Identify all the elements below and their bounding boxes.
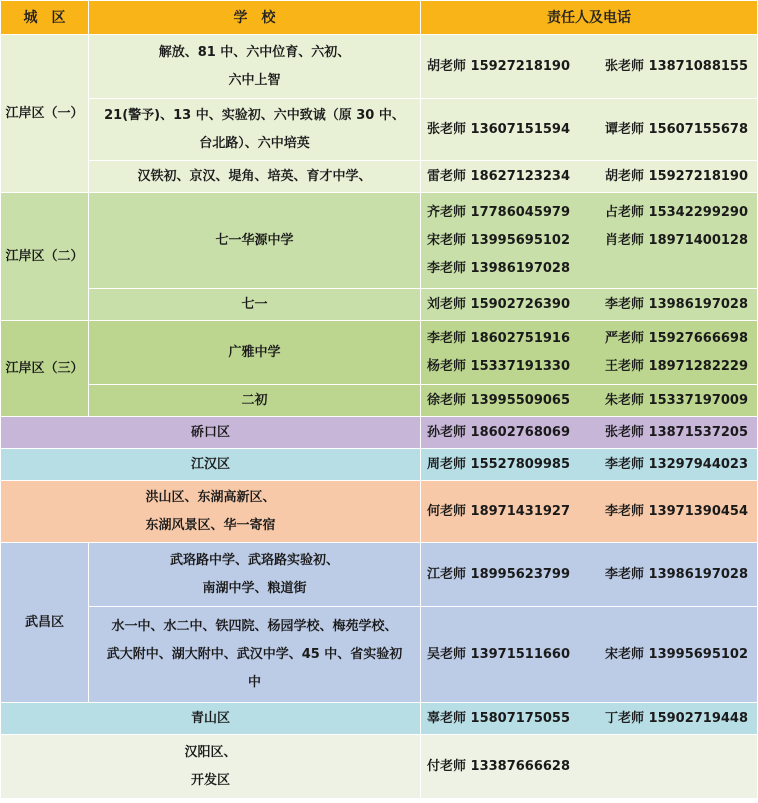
school-cell: 广雅中学 — [89, 321, 421, 385]
school-cell — [89, 607, 421, 703]
table-row — [1, 385, 758, 417]
school-line: 中 — [247, 674, 261, 690]
contact-line — [427, 163, 753, 191]
school-line: 21(警予)、13 中、实验初、六中致诚（原 30 中、 — [104, 107, 405, 123]
contact: 宋老师 13995695102 — [605, 646, 749, 662]
table-row — [1, 35, 758, 99]
contact-line — [427, 641, 753, 669]
contact: 谭老师 15607155678 — [605, 121, 749, 137]
contact-cell — [421, 193, 758, 289]
area-cell: 江岸区（一） — [1, 35, 89, 193]
header-row — [1, 1, 758, 35]
contact-cell — [421, 449, 758, 481]
contact-line — [427, 325, 753, 353]
contact-cell — [421, 321, 758, 385]
school-cell — [89, 99, 421, 161]
school-line: 台北路）、六中培英 — [199, 135, 310, 151]
school-cell — [89, 543, 421, 607]
contact: 宋老师 13995695102 — [427, 232, 571, 248]
contact: 辜老师 15807175055 — [427, 710, 571, 726]
area-line: 开发区 — [190, 772, 230, 788]
contact-line — [427, 705, 753, 733]
contact: 杨老师 15337191330 — [427, 358, 571, 374]
contact-line — [427, 199, 753, 227]
table-row — [1, 703, 758, 735]
contact-cell — [421, 417, 758, 449]
contact-cell — [421, 735, 758, 799]
contact: 吴老师 13971511660 — [427, 646, 571, 662]
contact: 齐老师 17786045979 — [427, 204, 571, 220]
area-cell — [1, 481, 421, 543]
contact-line — [427, 227, 753, 255]
header-school: 学 校 — [89, 1, 421, 35]
contact: 李老师 18602751916 — [427, 330, 571, 346]
contact: 李老师 13971390454 — [605, 503, 749, 519]
contact: 李老师 13986197028 — [427, 260, 571, 276]
table-row — [1, 289, 758, 321]
contact: 周老师 15527809985 — [427, 456, 571, 472]
school-cell: 二初 — [89, 385, 421, 417]
contact-cell — [421, 289, 758, 321]
school-line: 水一中、水二中、铁四院、杨园学校、梅苑学校、 — [111, 618, 398, 634]
table-row — [1, 449, 758, 481]
contact-line — [427, 291, 753, 319]
table-row — [1, 543, 758, 607]
contact-cell — [421, 703, 758, 735]
table-row — [1, 735, 758, 799]
school-cell: 七一 — [89, 289, 421, 321]
table-row — [1, 321, 758, 385]
contact-cell — [421, 99, 758, 161]
contact: 丁老师 15902719448 — [605, 710, 749, 726]
table-row — [1, 481, 758, 543]
contact: 孙老师 18602768069 — [427, 424, 571, 440]
contact: 徐老师 13995509065 — [427, 392, 571, 408]
contact-cell — [421, 35, 758, 99]
contact: 严老师 15927666698 — [605, 330, 749, 346]
contact: 李老师 13297944023 — [605, 456, 749, 472]
contact: 肖老师 18971400128 — [605, 232, 749, 248]
header-area: 城 区 — [1, 1, 89, 35]
contact-cell — [421, 161, 758, 193]
contact: 刘老师 15902726390 — [427, 296, 571, 312]
contact-line — [427, 53, 753, 81]
contact: 胡老师 15927218190 — [605, 168, 749, 184]
contact-line — [427, 419, 753, 447]
area-cell: 江岸区（三） — [1, 321, 89, 417]
contact-cell — [421, 543, 758, 607]
area-cell: 青山区 — [1, 703, 421, 735]
contact-cell — [421, 385, 758, 417]
contact: 张老师 13871537205 — [605, 424, 749, 440]
contact-line — [427, 387, 753, 415]
table-row — [1, 99, 758, 161]
contact-line — [427, 498, 753, 526]
contact: 王老师 18971282229 — [605, 358, 749, 374]
contact: 胡老师 15927218190 — [427, 58, 571, 74]
contact-line — [427, 116, 753, 144]
area-cell — [1, 735, 421, 799]
area-cell: 硚口区 — [1, 417, 421, 449]
school-line: 六中上智 — [228, 72, 281, 88]
table-row — [1, 417, 758, 449]
area-cell: 江汉区 — [1, 449, 421, 481]
school-line: 武珞路中学、武珞路实验初、 — [169, 552, 339, 568]
table-row — [1, 161, 758, 193]
school-cell: 七一华源中学 — [89, 193, 421, 289]
header-contact: 责任人及电话 — [421, 1, 758, 35]
contact: 占老师 15342299290 — [605, 204, 749, 220]
school-cell — [89, 35, 421, 99]
area-line: 洪山区、东湖高新区、 — [145, 489, 276, 505]
contact: 张老师 13607151594 — [427, 121, 571, 137]
contact: 李老师 13986197028 — [605, 296, 749, 312]
contact-cell — [421, 607, 758, 703]
contact: 朱老师 15337197009 — [605, 392, 749, 408]
area-line: 东湖风景区、华一寄宿 — [145, 517, 276, 533]
contact: 雷老师 18627123234 — [427, 168, 571, 184]
area-line: 汉阳区、 — [184, 744, 237, 760]
contact-line — [427, 255, 753, 283]
table-row — [1, 193, 758, 289]
contact: 李老师 13986197028 — [605, 566, 749, 582]
school-line: 解放、81 中、六中位育、六初、 — [158, 44, 351, 60]
contact: 付老师 13387666628 — [427, 758, 571, 774]
contact-line — [427, 451, 753, 479]
table-row — [1, 607, 758, 703]
contact-cell — [421, 481, 758, 543]
school-line: 南湖中学、粮道街 — [202, 580, 307, 596]
contact: 张老师 13871088155 — [605, 58, 749, 74]
contact: 何老师 18971431927 — [427, 503, 571, 519]
contact-line — [427, 561, 753, 589]
contact: 江老师 18995623799 — [427, 566, 571, 582]
contact-line — [427, 353, 753, 381]
school-line: 武大附中、湖大附中、武汉中学、45 中、省实验初 — [106, 646, 403, 662]
school-cell: 汉铁初、京汉、堤角、培英、育才中学、 — [89, 161, 421, 193]
area-cell: 武昌区 — [1, 543, 89, 703]
contact-line — [427, 753, 753, 781]
area-cell: 江岸区（二） — [1, 193, 89, 321]
